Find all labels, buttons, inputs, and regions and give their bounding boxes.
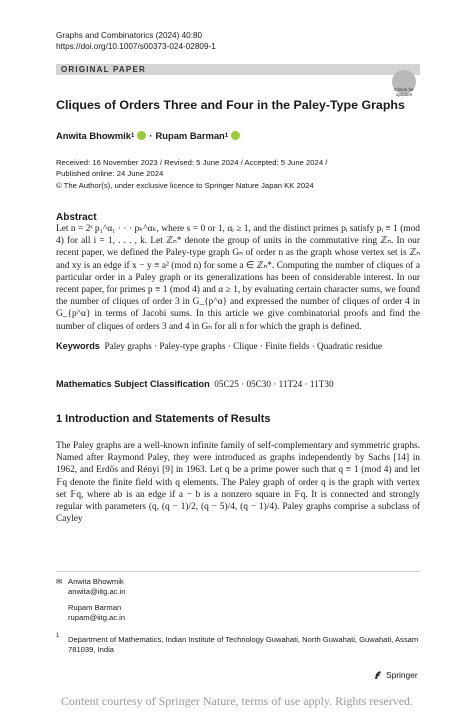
check-updates-badge[interactable]: Check for updates [394, 87, 414, 97]
author-separator: · [149, 130, 153, 141]
author-name[interactable]: Rupam Barman [155, 130, 225, 141]
springer-horse-icon [373, 670, 383, 680]
author-list: Anwita Bhowmik 1 · Rupam Barman 1 [56, 130, 243, 141]
mail-icon: ✉ [56, 577, 63, 586]
journal-header [56, 30, 216, 52]
affiliation-number: 1 [56, 633, 60, 639]
keywords [56, 340, 420, 352]
orcid-icon[interactable] [231, 131, 240, 140]
author-name[interactable]: Anwita Bhowmik [56, 130, 132, 141]
article-type-label: ORIGINAL PAPER [61, 65, 146, 74]
doi-link[interactable]: https://doi.org/10.1007/s00373-024-02809-1 [56, 42, 216, 51]
author1-contact: Anwita Bhowmik anwita@iitg.ac.in [68, 577, 126, 596]
springer-logo: Springer [373, 670, 418, 680]
courtesy-notice: Content courtesy of Springer Nature, terms of use apply. Rights reserved. [60, 694, 414, 708]
abstract-text: Let n = 2ˢ p₁^α₁ · · · pₖ^αₖ, where s = 0 or 1, αᵢ ≥ 1, and the distinct primes pᵢ satisfy pᵢ ≡ 1 (mod 4) for all i = 1, . . . , k. Let ℤₙ* denote the group of units in the commutative ring ℤₙ. In our recent paper, we defined the Paley-type graph Gₙ of order n as the graph whose vertex set is ℤₙ and xy is an edge if x − y ≡ a² (mod n) for some a ∈ ℤₙ*. Computing the number of cliques of a particular order in a Paley graph or its generalizations has been of considerable interest. In our recent paper, for primes p ≡ 1 (mod 4) and α ≥ 1, by evaluating certain character sums, we found the number of cliques of order 3 in G_{p^α} and expressed the number of cliques of order 4 in G_{p^α} in terms of Jacobi sums. In this article we give combinatorial proofs and find the number of cliques of orders 3 and 4 in Gₙ for all n for which the graph is defined. [56, 224, 420, 332]
orcid-icon[interactable] [137, 131, 146, 140]
author2-contact: Rupam Barman rupam@iitg.ac.in [68, 603, 126, 622]
journal-citation: Graphs and Combinatorics (2024) 40:80 [56, 31, 203, 40]
keywords-label: Keywords [56, 341, 100, 351]
section-text: The Paley graphs are a well-known infinite family of self-complementary and symmetric graphs. Named after Raymond Paley, they were introduced as graphs independently by Sachs [14] in 1962, and Erdős and Rényi [9] in 1963. Let q be a prime power such that q ≡ 1 (mod 4) and let 𝔽q denote the finite field with q elements. The Paley graph of order q is the graph with vertex set 𝔽q, where ab is an edge if a − b is a nonzero square in 𝔽q. It is connected and strongly regular with parameters (q, (q − 1)/2, (q − 5)/4, (q − 1)/4). Paley graphs comprise a subclass of Cayley [56, 441, 420, 525]
affiliation: Department of Mathematics, Indian Institute of Technology Guwahati, North Guwahati, Guwahati, Assam 781039, India [68, 635, 419, 654]
msc-label: Mathematics Subject Classification [56, 379, 210, 389]
footnote-divider [56, 571, 420, 572]
msc-classification [56, 379, 334, 389]
section-heading: 1 Introduction and Statements of Results [56, 413, 271, 425]
email-link[interactable]: rupam@iitg.ac.in [68, 613, 126, 622]
email-link[interactable]: anwita@iitg.ac.in [68, 587, 126, 596]
paper-title: Cliques of Orders Three and Four in the Paley-Type Graphs [56, 98, 405, 112]
msc-codes: 05C25 · 05C30 · 11T24 · 11T30 [214, 379, 334, 389]
abstract-heading: Abstract [56, 212, 97, 223]
publication-dates: Received: 16 November 2023 / Revised: 5 June 2024 / Accepted: 5 June 2024 / Published online: 24 June 2024 © The Author(s), under exclusive licence to Springer Nature Japan KK 2024 [56, 158, 328, 190]
keywords-text: Paley graphs · Paley-type graphs · Clique · Finite fields · Quadratic residue [104, 341, 383, 351]
